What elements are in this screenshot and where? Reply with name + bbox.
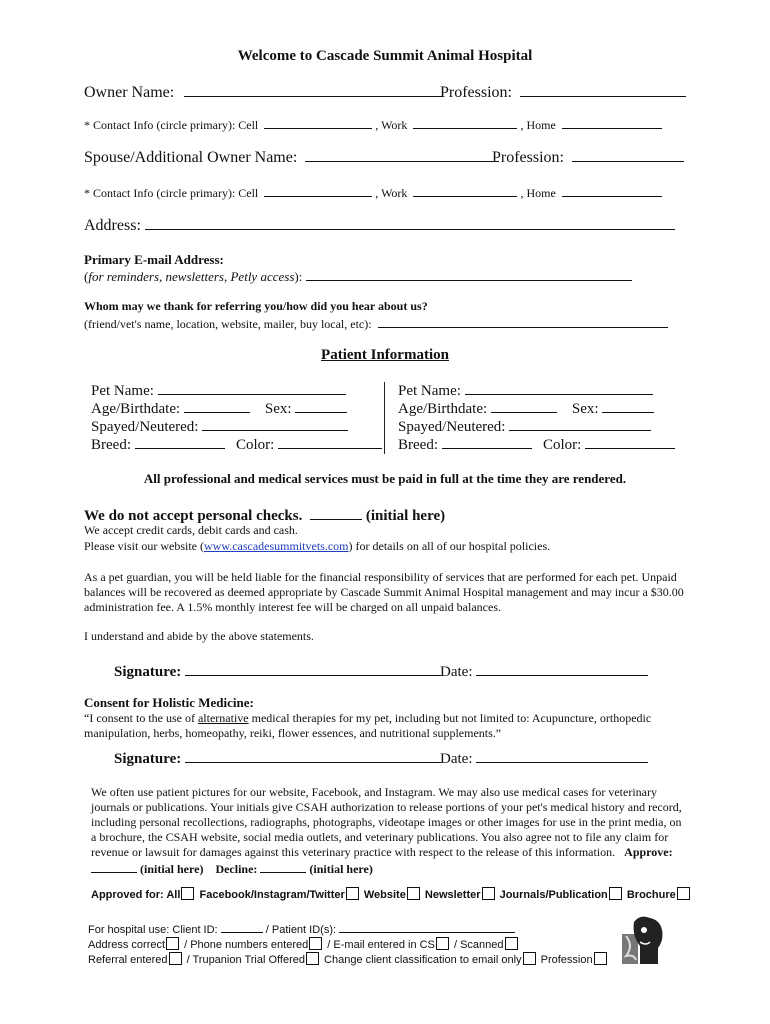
email-field[interactable] xyxy=(306,268,632,281)
checks-notice: We do not accept personal checks. xyxy=(84,508,303,524)
sex-field[interactable] xyxy=(295,400,347,413)
hospital-use-row-3 xyxy=(88,952,609,966)
website-line xyxy=(84,539,550,554)
date-row-1 xyxy=(440,663,648,681)
option-social: Facebook/Instagram/Twitter xyxy=(199,889,345,901)
understand-statement: I understand and abide by the above statements. xyxy=(84,629,314,643)
hospital-logo-icon xyxy=(620,914,668,966)
profession-row xyxy=(440,84,686,102)
referral-row xyxy=(84,315,668,332)
spayed-field-2[interactable] xyxy=(509,418,651,431)
website-link[interactable]: www.cascadesummitvets.com xyxy=(203,539,349,553)
breed-label: Breed: xyxy=(91,437,131,453)
photo-consent-paragraph xyxy=(91,785,687,877)
decline-label: Decline: xyxy=(215,862,258,876)
phone-entered-label: / Phone numbers entered xyxy=(184,939,309,951)
referral-entered-checkbox[interactable] xyxy=(169,952,182,965)
referral-field[interactable] xyxy=(378,315,668,328)
address-correct-label: Address correct xyxy=(88,939,166,951)
sex-label: Sex: xyxy=(264,401,292,417)
breed-field[interactable] xyxy=(135,436,225,449)
change-client-label: Change client classification to email only xyxy=(324,954,522,966)
holistic-underlined: alternative xyxy=(197,711,249,725)
sex-label: Sex: xyxy=(571,401,599,417)
signature-label: Signature: xyxy=(114,751,182,767)
decline-initial-here: (initial here) xyxy=(309,862,373,876)
payment-notice: All professional and medical services must be paid in full at the time they are rendered. xyxy=(143,471,627,486)
date-field-2[interactable] xyxy=(476,750,648,763)
phone-entered-checkbox[interactable] xyxy=(309,937,322,950)
address-label: Address: xyxy=(84,217,141,234)
age-field-2[interactable] xyxy=(491,400,557,413)
color-field-2[interactable] xyxy=(585,436,675,449)
breed-field-2[interactable] xyxy=(442,436,532,449)
approved-website-checkbox[interactable] xyxy=(407,887,420,900)
initial-here-label: (initial here) xyxy=(365,508,446,524)
referral-sub-label: (friend/vet's name, location, website, mailer, buy local, etc): xyxy=(84,317,372,331)
form-title: Welcome to Cascade Summit Animal Hospital xyxy=(237,48,533,64)
home-field-2[interactable] xyxy=(562,184,662,197)
date-field-1[interactable] xyxy=(476,663,648,676)
cell-field[interactable] xyxy=(264,116,372,129)
checks-initial-field[interactable] xyxy=(310,507,362,520)
hospital-profession-checkbox[interactable] xyxy=(594,952,607,965)
option-brochure: Brochure xyxy=(626,889,676,901)
pet-name-field-2[interactable] xyxy=(465,382,653,395)
sex-field-2[interactable] xyxy=(602,400,654,413)
color-field[interactable] xyxy=(278,436,382,449)
address-field[interactable] xyxy=(145,217,675,230)
hospital-use-row-1 xyxy=(88,922,515,936)
approved-for-label: Approved for: All xyxy=(91,889,181,901)
color-label: Color: xyxy=(235,437,275,453)
approved-brochure-checkbox[interactable] xyxy=(677,887,690,900)
signature-label: Signature: xyxy=(114,664,182,680)
approved-journals-checkbox[interactable] xyxy=(609,887,622,900)
pet-column-divider xyxy=(384,382,385,454)
pet-name-label: Pet Name: xyxy=(398,383,461,399)
profession-field[interactable] xyxy=(520,84,686,97)
pet-name-field[interactable] xyxy=(158,382,346,395)
date-label: Date: xyxy=(440,664,473,680)
hospital-profession-label: Profession xyxy=(540,954,593,966)
website-prefix: Please visit our website ( xyxy=(84,539,204,553)
work-label: , Work xyxy=(375,118,408,132)
option-website: Website xyxy=(363,889,406,901)
home-label: , Home xyxy=(520,118,556,132)
age-label: Age/Birthdate: xyxy=(91,401,181,417)
pet-column-2 xyxy=(398,382,675,454)
email-sub-label: for reminders, newsletters, Petly access xyxy=(88,269,295,284)
trupanion-checkbox[interactable] xyxy=(306,952,319,965)
spouse-field[interactable] xyxy=(305,149,499,162)
spayed-field[interactable] xyxy=(202,418,348,431)
approve-label: Approve: xyxy=(624,845,673,859)
owner-name-label: Owner Name: xyxy=(84,84,175,101)
holistic-heading: Consent for Holistic Medicine: xyxy=(84,695,254,710)
email-row: (for reminders, newsletters, Petly access): xyxy=(84,268,632,285)
hospital-use-row-2 xyxy=(88,937,520,951)
holistic-text xyxy=(84,711,688,741)
profession-label: Profession: xyxy=(440,84,512,101)
date-label: Date: xyxy=(440,751,473,767)
contact-info-row xyxy=(84,116,662,133)
spouse-profession-label: Profession: xyxy=(492,149,564,166)
signature-field-1[interactable] xyxy=(185,663,441,676)
age-label: Age/Birthdate: xyxy=(398,401,488,417)
pet-column-1 xyxy=(91,382,382,454)
age-field[interactable] xyxy=(184,400,250,413)
scanned-checkbox[interactable] xyxy=(505,937,518,950)
date-row-2 xyxy=(440,750,648,768)
email-entered-label: / E-mail entered in CS xyxy=(327,939,435,951)
owner-name-field[interactable] xyxy=(184,84,442,97)
cell-field-2[interactable] xyxy=(264,184,372,197)
spouse-label: Spouse/Additional Owner Name: xyxy=(84,149,298,166)
signature-row-2 xyxy=(114,750,441,768)
referral-question: Whom may we thank for referring you/how did you hear about us? xyxy=(84,299,428,313)
spayed-label: Spayed/Neutered: xyxy=(398,419,506,435)
approved-social-checkbox[interactable] xyxy=(346,887,359,900)
option-journals: Journals/Publication xyxy=(499,889,608,901)
signature-row-1 xyxy=(114,663,441,681)
approve-initial-here: (initial here) xyxy=(140,862,204,876)
scanned-label: / Scanned xyxy=(453,939,504,951)
breed-label: Breed: xyxy=(398,437,438,453)
contact-info-row-2 xyxy=(84,184,662,201)
patient-heading-wrap xyxy=(0,347,770,364)
email-label: Primary E-mail Address: xyxy=(84,252,224,267)
work-label: , Work xyxy=(375,186,408,200)
signature-field-2[interactable] xyxy=(185,750,441,763)
email-entered-checkbox[interactable] xyxy=(436,937,449,950)
contact-info-label: * Contact Info (circle primary): Cell xyxy=(84,118,259,132)
patient-ids-label: / Patient ID(s): xyxy=(265,924,337,936)
spouse-row xyxy=(84,149,499,167)
change-client-checkbox[interactable] xyxy=(523,952,536,965)
hospital-use-label: For hospital use: Client ID: xyxy=(88,924,218,936)
approved-for-row xyxy=(91,887,692,901)
website-suffix: ) for details on all of our hospital policies. xyxy=(348,539,551,553)
pet-name-label: Pet Name: xyxy=(91,383,154,399)
decline-initial-field[interactable] xyxy=(260,860,306,873)
contact-info-label: * Contact Info (circle primary): Cell xyxy=(84,186,259,200)
address-correct-checkbox[interactable] xyxy=(166,937,179,950)
address-row xyxy=(84,217,675,235)
home-label: , Home xyxy=(520,186,556,200)
color-label: Color: xyxy=(542,437,582,453)
spouse-profession-field[interactable] xyxy=(572,149,684,162)
home-field[interactable] xyxy=(562,116,662,129)
trupanion-label: / Trupanion Trial Offered xyxy=(186,954,305,966)
owner-name-row xyxy=(84,84,442,102)
cards-line: We accept credit cards, debit cards and cash. xyxy=(84,523,298,537)
approved-newsletter-checkbox[interactable] xyxy=(482,887,495,900)
approved-all-checkbox[interactable] xyxy=(181,887,194,900)
option-newsletter: Newsletter xyxy=(424,889,481,901)
spayed-label: Spayed/Neutered: xyxy=(91,419,199,435)
holistic-text-2: medical therapies for my pet, including but not limited to: Acupuncture, orthopedic manipulation, herbs, homeopathy, reiki, flower essences, and nutritional supplements.” xyxy=(84,711,652,740)
referral-entered-label: Referral entered xyxy=(88,954,168,966)
client-id-field[interactable] xyxy=(221,922,263,933)
patient-info-heading: Patient Information xyxy=(321,347,449,363)
liability-paragraph: As a pet guardian, you will be held liable for the financial responsibility of services that are performed for each pet. Unpaid balances will be recovered as deemed appropriate by Cascade Summit Animal Hospital management and may incur a $30.00 administration fee. A 1.5% monthly interest fee will be charged on all unpaid balances. xyxy=(84,570,684,614)
work-field-2[interactable] xyxy=(413,184,517,197)
photo-consent-text: We often use patient pictures for our website, Facebook, and Instagram. We may also use medical cases for veterinary journals or publications. Your initials give CSAH authorization to release portions of your pet's medical history and record, including personal recollections, radiographs, photographs, videotape images or other images for use in the print media, on a brochure, the CSAH website, social media outlets, and veterinary publications. You also agree not to file any claim for revenue or lawsuit for damages against this veterinary practice with respect to the release of this information. xyxy=(91,785,682,859)
spouse-profession-row xyxy=(492,149,684,167)
patient-ids-field[interactable] xyxy=(339,922,515,933)
approve-initial-field[interactable] xyxy=(91,860,137,873)
holistic-text-1: “I consent to the use of xyxy=(84,711,198,725)
work-field[interactable] xyxy=(413,116,517,129)
